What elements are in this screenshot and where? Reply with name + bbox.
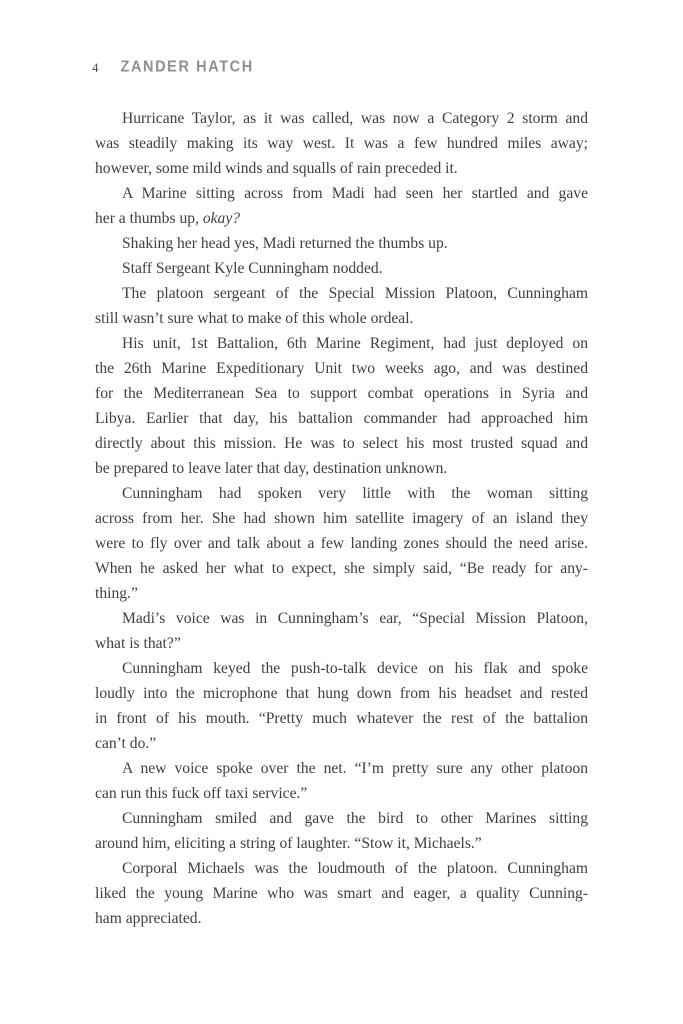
text-run: can’t do.”: [95, 735, 157, 752]
text-line: [95, 831, 588, 856]
text-run: ham appreciated.: [95, 910, 202, 927]
text-line: [95, 881, 588, 906]
text-line: [95, 856, 588, 881]
text-run: in front of his mouth. “Pretty much whatever the rest of the battalion: [95, 710, 588, 727]
text-line: [95, 781, 588, 806]
text-run: across from her. She had shown him satellite imagery of an island they: [95, 510, 588, 527]
text-run: were to fly over and talk about a few landing zones should the need arise.: [95, 535, 588, 552]
text-run: A new voice spoke over the net. “I’m pretty sure any other platoon: [122, 760, 588, 777]
text-line: [95, 181, 588, 206]
italic-text-run: okay?: [202, 210, 241, 227]
text-line: [95, 206, 588, 231]
text-line: [95, 331, 588, 356]
text-line: [95, 531, 588, 556]
text-run: thing.”: [95, 585, 138, 602]
author-running-head: ZANDER HATCH: [120, 58, 254, 76]
text-run: His unit, 1st Battalion, 6th Marine Regiment, had just deployed on: [122, 335, 588, 352]
paragraph: [95, 181, 588, 231]
paragraph: [95, 106, 588, 181]
text-line: [95, 756, 588, 781]
text-line: [95, 131, 588, 156]
text-line: [95, 256, 588, 281]
text-run: liked the young Marine who was smart and eager, a quality Cunning-: [95, 885, 588, 902]
paragraph: [95, 656, 588, 756]
text-line: [95, 431, 588, 456]
text-run: When he asked her what to expect, she simply said, “Be ready for any-: [95, 560, 588, 577]
text-line: [95, 681, 588, 706]
text-run: Madi’s voice was in Cunningham’s ear, “Special Mission Platoon,: [122, 610, 588, 627]
running-head: [92, 60, 254, 76]
text-line: [95, 281, 588, 306]
text-run: Corporal Michaels was the loudmouth of the platoon. Cunningham: [122, 860, 588, 877]
text-run: her a thumbs up,: [95, 210, 203, 227]
paragraph: [95, 256, 588, 281]
text-line: [95, 606, 588, 631]
text-line: [95, 656, 588, 681]
text-line: [95, 381, 588, 406]
text-run: the 26th Marine Expeditionary Unit two weeks ago, and was destined: [95, 360, 588, 377]
paragraph: [95, 856, 588, 931]
text-line: [95, 106, 588, 131]
paragraph: [95, 606, 588, 656]
text-run: still wasn’t sure what to make of this whole ordeal.: [95, 310, 414, 327]
text-line: [95, 356, 588, 381]
text-run: The platoon sergeant of the Special Mission Platoon, Cunningham: [122, 285, 588, 302]
text-line: [95, 231, 588, 256]
text-run: around him, eliciting a string of laughter. “Stow it, Michaels.”: [95, 835, 482, 852]
text-run: directly about this mission. He was to select his most trusted squad and: [95, 435, 588, 452]
text-run: Hurricane Taylor, as it was called, was now a Category 2 storm and: [122, 110, 588, 127]
text-run: Shaking her head yes, Madi returned the thumbs up.: [122, 235, 448, 252]
text-run: what is that?”: [95, 635, 181, 652]
paragraph: [95, 806, 588, 856]
text-run: was steadily making its way west. It was a few hundred miles away;: [95, 135, 588, 152]
text-run: however, some mild winds and squalls of rain preceded it.: [95, 160, 458, 177]
text-line: [95, 706, 588, 731]
text-run: for the Mediterranean Sea to support combat operations in Syria and: [95, 385, 588, 402]
text-run: can run this fuck off taxi service.”: [95, 785, 308, 802]
text-line: [95, 456, 588, 481]
body-text: [95, 106, 588, 931]
text-line: [95, 631, 588, 656]
text-line: [95, 481, 588, 506]
text-line: [95, 306, 588, 331]
paragraph: [95, 481, 588, 606]
text-line: [95, 906, 588, 931]
paragraph: [95, 331, 588, 481]
text-run: Staff Sergeant Kyle Cunningham nodded.: [122, 260, 383, 277]
text-run: Cunningham had spoken very little with the woman sitting: [122, 485, 588, 502]
text-run: A Marine sitting across from Madi had seen her startled and gave: [122, 185, 588, 202]
text-line: [95, 581, 588, 606]
paragraph: [95, 281, 588, 331]
text-run: be prepared to leave later that day, destination unknown.: [95, 460, 448, 477]
text-line: [95, 506, 588, 531]
text-run: Cunningham smiled and gave the bird to other Marines sitting: [122, 810, 588, 827]
text-line: [95, 406, 588, 431]
text-run: Cunningham keyed the push-to-talk device on his flak and spoke: [122, 660, 588, 677]
text-line: [95, 731, 588, 756]
text-line: [95, 156, 588, 181]
text-line: [95, 806, 588, 831]
page-number: 4: [92, 60, 99, 75]
text-run: loudly into the microphone that hung down from his headset and rested: [95, 685, 588, 702]
paragraph: [95, 231, 588, 256]
paragraph: [95, 756, 588, 806]
text-line: [95, 556, 588, 581]
text-run: Libya. Earlier that day, his battalion commander had approached him: [95, 410, 588, 427]
